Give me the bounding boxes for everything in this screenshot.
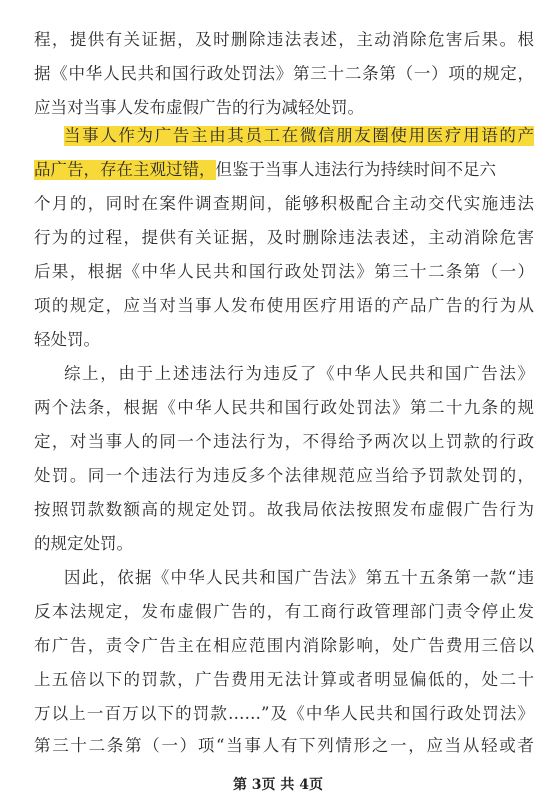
text-line: 轻处罚。 <box>34 330 100 349</box>
text-line: 个月的，同时在案件调查期间，能够积极配合主动交代实施违法 <box>34 194 534 213</box>
text-line: 布广告，责令广告主在相应范围内消除影响，处广告费用三倍以 <box>34 636 534 655</box>
text-line: 第三十二条第（一）项“当事人有下列情形之一，应当从轻或者 <box>34 736 534 755</box>
text-line: 的规定处罚。 <box>34 534 133 553</box>
text-line-mixed <box>34 160 534 180</box>
highlighted-line <box>64 126 534 146</box>
page-number: 第 3页 共 4页 <box>232 777 324 793</box>
text-line: 反本法规定，发布虚假广告的，有工商行政管理部门责令停止发 <box>34 602 534 621</box>
text-line: 因此，依据《中华人民共和国广告法》第五十五条第一款“违 <box>64 568 534 587</box>
text-line: 综上，由于上述违法行为违反了《中华人民共和国广告法》 <box>64 364 534 383</box>
text-line: 程，提供有关证据，及时删除违法表述，主动消除危害后果。根 <box>34 30 534 49</box>
text-line: 定，对当事人的同一个违法行为，不得给予两次以上罚款的行政 <box>34 432 534 451</box>
text-line: 万以上一百万以下的罚款……”及《中华人民共和国行政处罚法》 <box>34 704 534 723</box>
text-line: 处罚。同一个违法行为违反多个法律规范应当给予罚款处罚的， <box>34 466 534 485</box>
text-line: 项的规定，应当对当事人发布使用医疗用语的产品广告的行为从 <box>34 296 534 315</box>
text-segment: 但鉴于当事人违法行为持续时间不足六 <box>215 160 496 179</box>
text-line: 按照罚款数额高的规定处罚。故我局依法按照发布虚假广告行为 <box>34 500 534 519</box>
text-line: 后果，根据《中华人民共和国行政处罚法》第三十二条第（一） <box>34 262 534 281</box>
text-line: 据《中华人民共和国行政处罚法》第三十二条第（一）项的规定， <box>34 64 534 83</box>
text-line: 应当对当事人发布虚假广告的行为减轻处罚。 <box>34 98 364 117</box>
text-line: 行为的过程，提供有关证据，及时删除违法表述，主动消除危害 <box>34 228 534 247</box>
highlighted-text: 品广告，存在主观过错， <box>34 160 216 179</box>
text-line: 上五倍以下的罚款，广告费用无法计算或者明显偏低的，处二十 <box>34 670 534 689</box>
highlighted-text: 当事人作为广告主由其员工在微信朋友圈使用医疗用语的产 <box>64 126 534 145</box>
text-line: 两个法条，根据《中华人民共和国行政处罚法》第二十九条的规 <box>34 398 534 417</box>
